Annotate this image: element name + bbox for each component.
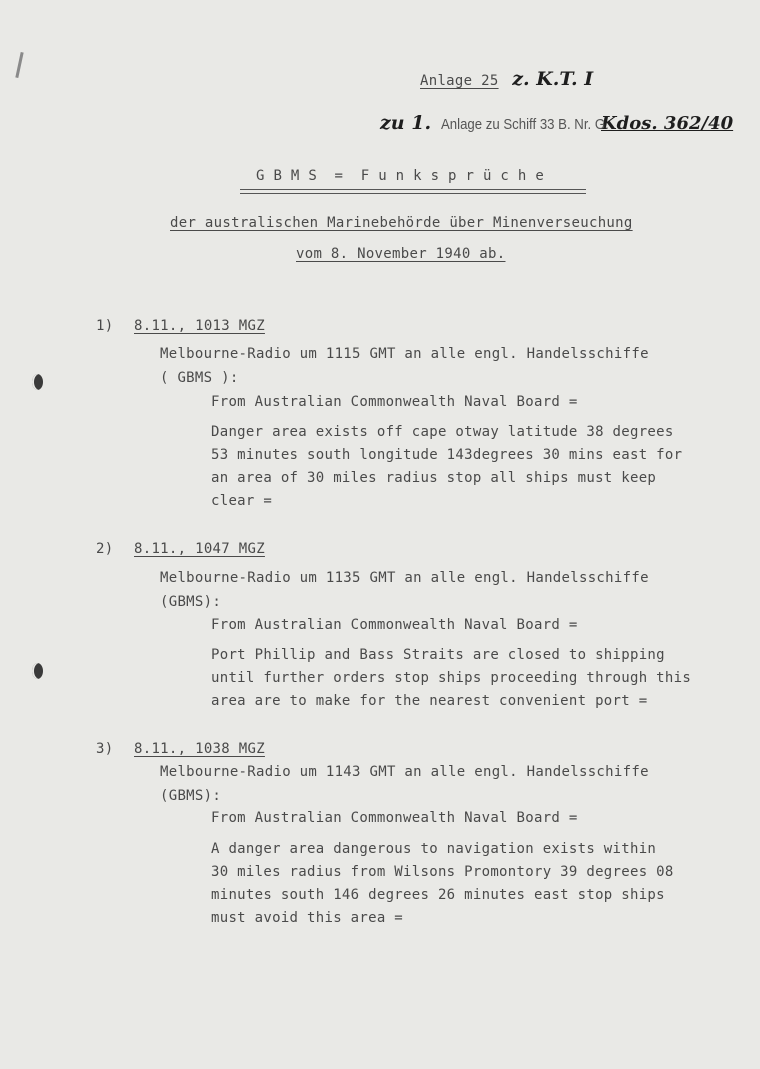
entry-from: From Australian Commonwealth Naval Board = xyxy=(211,810,578,826)
ref-stamp: Anlage zu Schiff 33 B. Nr. G. xyxy=(440,116,609,133)
entry-station-line-2: (GBMS): xyxy=(160,594,222,610)
entry-number: 3) xyxy=(96,741,114,757)
header-anlage xyxy=(420,68,593,90)
header-reference xyxy=(380,112,733,134)
entry-station-line: Melbourne-Radio um 1115 GMT an alle engl. Handelsschiffe xyxy=(160,346,649,362)
message-line: A danger area dangerous to navigation exists within xyxy=(211,841,657,857)
message-line: Danger area exists off cape otway latitude 38 degrees xyxy=(211,424,674,440)
entry-from: From Australian Commonwealth Naval Board = xyxy=(211,617,578,633)
entry-number: 1) xyxy=(96,318,114,334)
anlage-typed: Anlage 25 xyxy=(420,73,499,89)
message-line: must avoid this area = xyxy=(211,910,404,926)
message-line: Port Phillip and Bass Straits are closed to shipping xyxy=(211,647,665,663)
title-double-underline xyxy=(240,189,586,194)
entry-station-line-2: ( GBMS ): xyxy=(160,370,239,386)
message-line: minutes south 146 degrees 26 minutes east stop ships xyxy=(211,887,665,903)
page-subtitle: der australischen Marinebehörde über Minenverseuchung xyxy=(170,215,633,231)
ref-handwritten-number: Kdos. 362/40 xyxy=(601,113,734,134)
entry-timestamp: 8.11., 1047 MGZ xyxy=(134,541,265,557)
entry-timestamp: 8.11., 1013 MGZ xyxy=(134,318,265,334)
entry-number: 2) xyxy=(96,541,114,557)
message-line: 53 minutes south longitude 143degrees 30 mins east for xyxy=(211,447,683,463)
entry-timestamp: 8.11., 1038 MGZ xyxy=(134,741,265,757)
entry-station-line-2: (GBMS): xyxy=(160,788,222,804)
punch-hole-upper xyxy=(32,374,43,390)
message-line: until further orders stop ships proceeding through this xyxy=(211,670,692,686)
message-line: area are to make for the nearest convenient port = xyxy=(211,693,648,709)
page-title: G B M S = F u n k s p r ü c h e xyxy=(256,168,545,184)
entry-station-line: Melbourne-Radio um 1135 GMT an alle engl. Handelsschiffe xyxy=(160,570,649,586)
entry-station-line: Melbourne-Radio um 1143 GMT an alle engl. Handelsschiffe xyxy=(160,764,649,780)
entry-from: From Australian Commonwealth Naval Board = xyxy=(211,394,578,410)
anlage-handwritten: z. K.T. I xyxy=(512,68,594,90)
ref-handwritten-prefix: zu 1. xyxy=(380,112,432,134)
message-line: 30 miles radius from Wilsons Promontory 39 degrees 08 xyxy=(211,864,674,880)
message-line: an area of 30 miles radius stop all ships must keep xyxy=(211,470,657,486)
punch-hole-lower xyxy=(32,663,43,679)
message-line: clear = xyxy=(211,493,273,509)
date-line: vom 8. November 1940 ab. xyxy=(296,246,506,262)
margin-mark xyxy=(15,52,23,78)
